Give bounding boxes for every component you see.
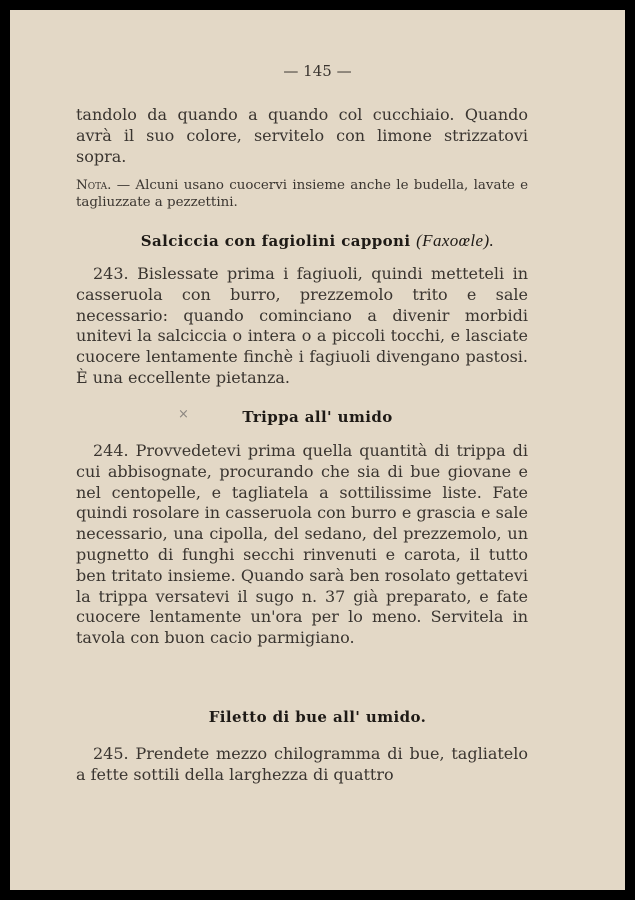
- recipe-paragraph-243: [76, 264, 528, 389]
- book-page: [10, 10, 625, 890]
- recipe-body: Prendete mezzo chilogramma di bue, tagliatelo a fette sottili della larghezza di quattro: [76, 744, 528, 784]
- recipe-title: Trippa all' umido: [242, 408, 393, 426]
- recipe-body: Bislessate prima i fagiuoli, quindi metteteli in casseruola con burro, prezzemolo trito e sale necessario: quando cominciano a divenir morbidi unitevi la salciccia o intera o a piccoli tocchi, e lasciate cuocere lentamente finchè i fagiuoli divengano pastosi. È una eccellente pietanza.: [76, 264, 528, 387]
- pencil-mark: ×: [178, 407, 189, 422]
- note-label: Nota.: [76, 178, 112, 193]
- recipe-heading-245: [10, 708, 625, 726]
- recipe-number: 243.: [93, 264, 129, 283]
- recipe-title: Salciccia con fagiolini capponi: [140, 232, 411, 250]
- recipe-text: [76, 744, 528, 786]
- note-text: — Alcuni usano cuocervi insieme anche le budella, lavate e tagliuzzate a pezzettini.: [76, 178, 528, 210]
- note-paragraph: [76, 177, 528, 211]
- note-block: [76, 177, 528, 211]
- recipe-body: Provvedetevi prima quella quantità di trippa di cui abbisognate, procurando che sia di bue giovane e nel centopelle, e tagliatela a sottilissime liste. Fate quindi rosolare in casseruola con burro e grascia e sale necessario, una cipolla, del sedano, del prezzemolo, un pugnetto di funghi secchi rinvenuti e carota, il tutto ben tritato insieme. Quando sarà ben rosolato gettatevi la trippa versatevi il sugo n. 37 già preparato, e fate cuocere lentamente un'ora per lo meno. Servitela in tavola con buon cacio parmigiano.: [76, 441, 528, 648]
- recipe-paragraph-245: [76, 744, 528, 786]
- recipe-heading-244: [10, 408, 625, 426]
- recipe-text: [76, 441, 528, 649]
- continuation-paragraph: [76, 105, 528, 167]
- continuation-text: tandolo da quando a quando col cucchiaio. Quando avrà il suo colore, servitelo con limone strizzatovi sopra.: [76, 105, 528, 166]
- recipe-number: 244.: [93, 441, 129, 460]
- recipe-subtitle: (Faxoœle).: [416, 231, 495, 250]
- recipe-heading-243: [10, 231, 625, 251]
- recipe-text: [76, 264, 528, 389]
- page-number: — 145 —: [283, 62, 352, 80]
- recipe-paragraph-244: [76, 441, 528, 649]
- recipe-title: Filetto di bue all' umido.: [208, 708, 427, 726]
- recipe-number: 245.: [93, 744, 129, 763]
